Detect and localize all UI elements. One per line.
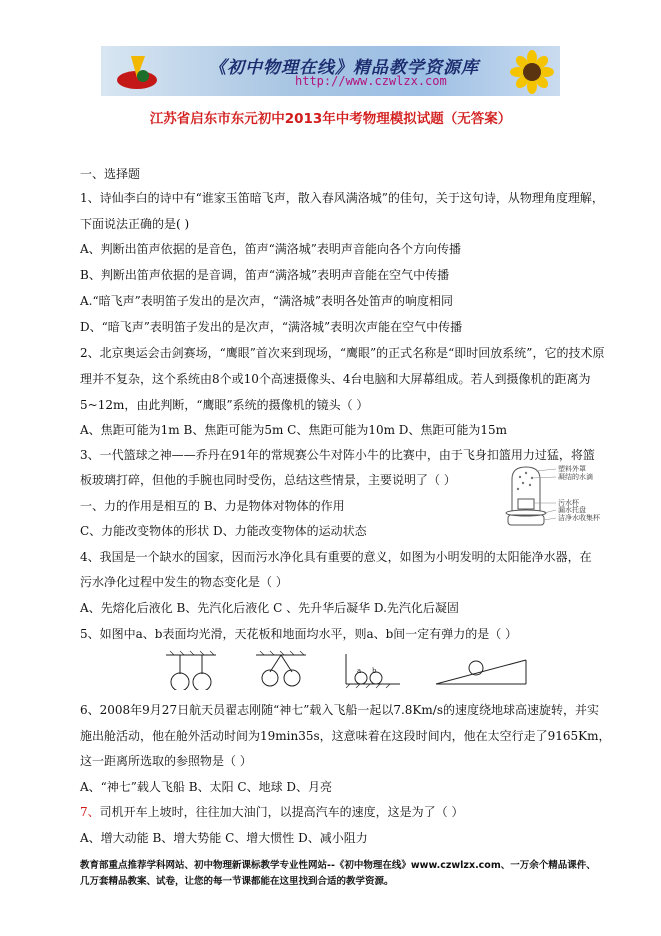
q1-option-a: A、判断出笛声依据的是音色，笛声“满洛城”表明声音能向各个方向传播: [80, 242, 461, 256]
q4-stem-line2: 污水净化过程中发生的物态变化是（ ）: [80, 575, 288, 589]
figure-label-clean-cup: 洁净水收集杯: [558, 514, 600, 522]
banner-url[interactable]: http://www.czwlzx.com: [295, 74, 447, 88]
q3-stem-line2: 板玻璃打碎，但他的手腕也同时受伤，总结这些情景，主要说明了（ ）: [80, 473, 456, 487]
q6-stem-line2: 施出舱活动，他在舱外活动时间为19min35s，这意味着在这段时间内，他在太空行走了9165Km，: [80, 729, 611, 743]
q4-options: A、先熔化后液化 B、先汽化后液化 C 、先升华后凝华 D.先汽化后凝固: [80, 601, 459, 615]
q1-option-b: B、判断出笛声依据的是音调，笛声“满洛城”表明声音能在空气中传播: [80, 268, 450, 282]
q7-options: A、增大动能 B、增大势能 C、增大惯性 D、减小阻力: [80, 831, 368, 845]
banner-title: 《初中物理在线》精品教学资源库: [209, 58, 479, 78]
q5-label-a: a: [357, 667, 362, 675]
q1-option-c: A.“暗飞声”表明笛子发出的是次声，“满洛城”表明各处笛声的响度相同: [80, 294, 454, 308]
site-banner[interactable]: [101, 46, 560, 96]
q3-stem-line1: 3、一代篮球之神——乔丹在91年的常规赛公牛对阵小牛的比赛中，由于飞身扣篮用力过猛，将篮: [80, 448, 595, 462]
q5-label-b: b: [372, 667, 377, 675]
q1-option-d: D、“暗飞声”表明笛子发出的是次声，“满洛城”表明次声能在空气中传播: [80, 320, 463, 334]
q1-stem-line2: 下面说法正确的是( ): [80, 217, 190, 231]
section-heading: 一、选择题: [80, 167, 141, 181]
q6-stem-line3: 这一距离所选取的参照物是（ ）: [80, 754, 252, 768]
q3-options-ab: 一、力的作用是相互的 B、力是物体对物体的作用: [80, 499, 345, 513]
q4-stem-line1: 4、我国是一个缺水的国家，因而污水净化具有重要的意义，如图为小明发明的太阳能净水器，在: [80, 550, 592, 564]
q6-stem-line1: 6、2008年9月27日航天员翟志刚随“神七”载入飞船一起以7.8Km/s的速度绕地球高速旋转，并实: [80, 703, 599, 717]
q1-stem-line1: 1、诗仙李白的诗中有“谁家玉笛暗飞声，散入春风满洛城”的佳句，关于这句诗，从物理角度理解，: [80, 191, 604, 205]
figure-label-droplets: 凝结的水滴: [558, 473, 593, 481]
q2-options: A、焦距可能为1m B、焦距可能为5m C、焦距可能为10m D、焦距可能为15m: [80, 423, 508, 437]
figure-label-tray: 漏水托盘: [558, 506, 586, 514]
q7-stem: 7、司机开车上坡时，往往加大油门，以提高汽车的速度，这是为了（ ）: [80, 805, 464, 819]
footer-line2: 几万套精品教案、试卷，让您的每一节课都能在这里找到合适的教学资源。: [80, 876, 394, 887]
q6-options: A、“神七”载人飞船 B、太阳 C、地球 D、月亮: [80, 780, 333, 794]
q2-stem-line2: 理并不复杂，这个系统由8个或10个高速摄像头、4台电脑和大屏幕组成。若人到摄像机的距离为: [80, 372, 591, 386]
q2-stem-line3: 5~12m，由此判断，“鹰眼”系统的摄像机的镜头（ ）: [80, 398, 369, 412]
figure-label-dirty-cup: 污水杯: [558, 499, 579, 507]
q3-options-cd: C、力能改变物体的形状 D、力能改变物体的运动状态: [80, 524, 367, 538]
site-logo-icon: [115, 52, 159, 92]
q5-stem: 5、如图中a、b表面均光滑，天花板和地面均水平，则a、b间一定有弹力的是（ ）: [80, 627, 518, 641]
solar-purifier-figure: [496, 463, 644, 529]
footer-line1: 教育部重点推荐学科网站、初中物理新课标教学专业性网站--《初中物理在线》www.czwlzx.com、一万余个精品课件、: [80, 860, 596, 871]
figure-label-cover: 塑料外罩: [558, 465, 586, 473]
q2-stem-line1: 2、北京奥运会击剑赛场，“鹰眼”首次来到现场，“鹰眼”的正式名称是“即时回放系统”，它的技术原: [80, 346, 605, 360]
q5-figures: [160, 650, 540, 690]
sunflower-icon: [510, 50, 554, 94]
document-title: 江苏省启东市东元初中2013年中考物理模拟试题（无答案）: [149, 111, 512, 127]
